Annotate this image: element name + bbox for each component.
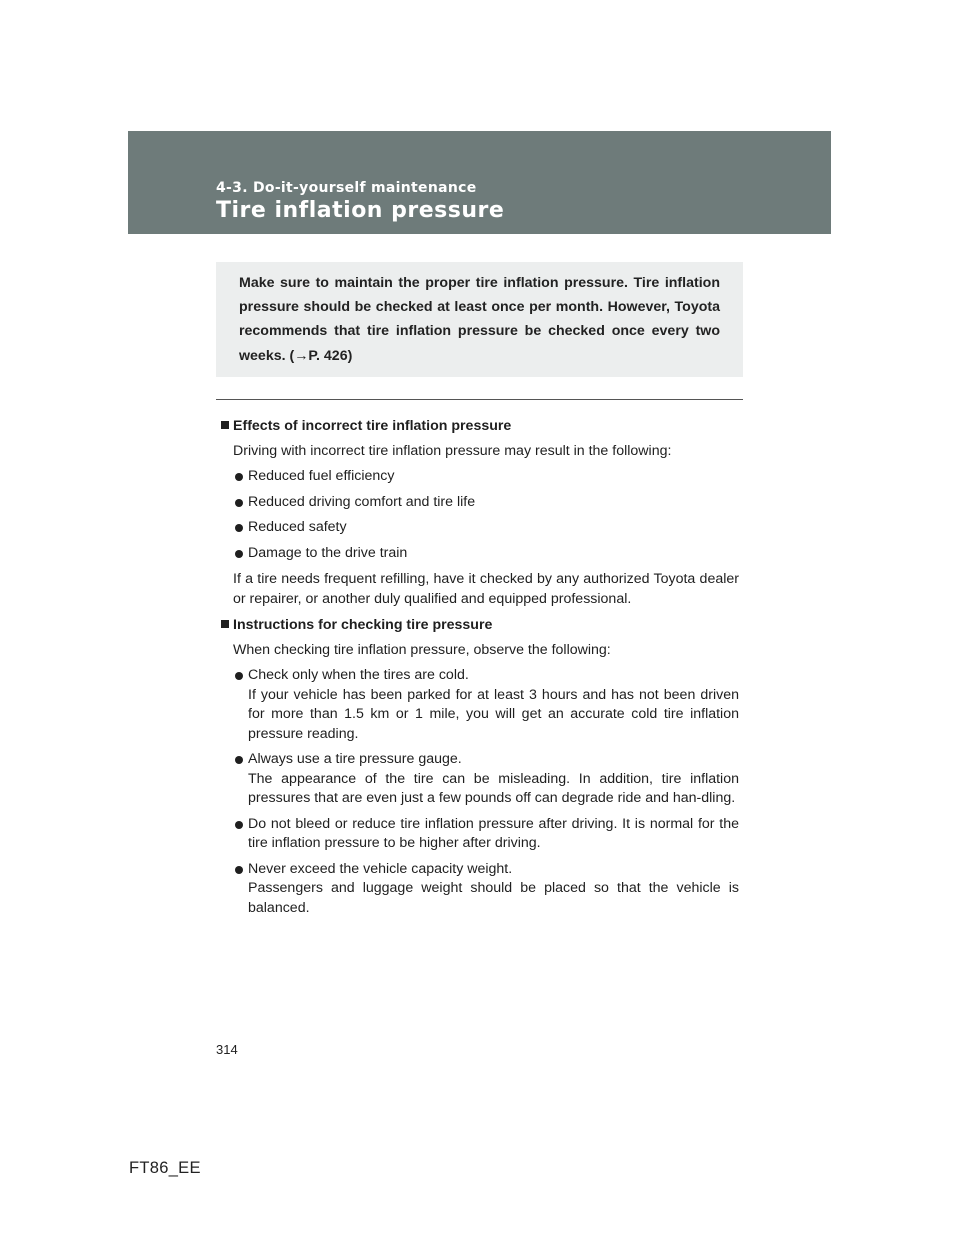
round-bullet-icon xyxy=(235,821,243,829)
list-item xyxy=(221,544,739,564)
list-item-title: Check only when the tires are cold. xyxy=(248,667,469,683)
round-bullet-icon xyxy=(235,756,243,764)
list-item-detail: Passengers and luggage weight should be placed so that the vehicle is balanced. xyxy=(248,880,739,916)
square-bullet-icon xyxy=(221,421,229,429)
list-item xyxy=(221,666,739,744)
page-title: Tire inflation pressure xyxy=(216,198,505,223)
intro-box xyxy=(216,262,743,377)
page-number: 314 xyxy=(216,1042,238,1057)
section-heading xyxy=(221,614,739,636)
list-item-text: Damage to the drive train xyxy=(248,544,408,561)
section-heading xyxy=(221,415,739,437)
round-bullet-icon xyxy=(235,550,243,558)
round-bullet-icon xyxy=(235,499,243,507)
round-bullet-icon xyxy=(235,473,243,481)
square-bullet-icon xyxy=(221,620,229,628)
list-item-title: Always use a tire pressure gauge. xyxy=(248,751,462,767)
list-item xyxy=(221,493,739,513)
list-item xyxy=(221,860,739,919)
list-item-text: Reduced driving comfort and tire life xyxy=(248,493,476,510)
section-label: 4-3. Do-it-yourself maintenance xyxy=(216,180,477,196)
document-code: FT86_EE xyxy=(129,1159,201,1177)
list-item xyxy=(221,518,739,538)
list-item xyxy=(221,815,739,854)
round-bullet-icon xyxy=(235,672,243,680)
section-heading-text: Effects of incorrect tire inflation pressure xyxy=(233,418,512,434)
section-lead: Driving with incorrect tire inflation pressure may result in the following: xyxy=(233,443,672,459)
list-item xyxy=(221,750,739,809)
divider xyxy=(216,399,743,400)
list-item-title: Never exceed the vehicle capacity weight. xyxy=(248,860,513,877)
content xyxy=(221,414,739,918)
section-lead: When checking tire inflation pressure, observe the following: xyxy=(233,642,611,658)
list-item-detail: If your vehicle has been parked for at least 3 hours and has not been driven for more than 1.5 km or 1 mile, you will get an accurate cold tire inflation pressure reading. xyxy=(248,686,739,742)
section-closing: If a tire needs frequent refilling, have it checked by any authorized Toyota dealer or repairer, or another duly qualified and equipped professional. xyxy=(233,571,739,607)
round-bullet-icon xyxy=(235,524,243,532)
list-item xyxy=(221,467,739,487)
intro-text: Make sure to maintain the proper tire inflation pressure. Tire inflation pressure should be checked at least once per month. However, Toyota recommends that tire inflation pressure be checked once every two weeks. (→P. 426) xyxy=(239,275,720,364)
list-item-text: Reduced fuel efficiency xyxy=(248,468,395,484)
list-item-title: Do not bleed or reduce tire inflation pressure after driving. It is normal for the tire inflation pressure to be higher after driving. xyxy=(248,815,739,851)
section-heading-text: Instructions for checking tire pressure xyxy=(233,617,493,633)
round-bullet-icon xyxy=(235,866,243,874)
list-item-text: Reduced safety xyxy=(248,519,347,535)
list-item-detail: The appearance of the tire can be misleading. In addition, tire inflation pressures that are even just a few pounds off can degrade ride and han-dling. xyxy=(248,770,739,806)
